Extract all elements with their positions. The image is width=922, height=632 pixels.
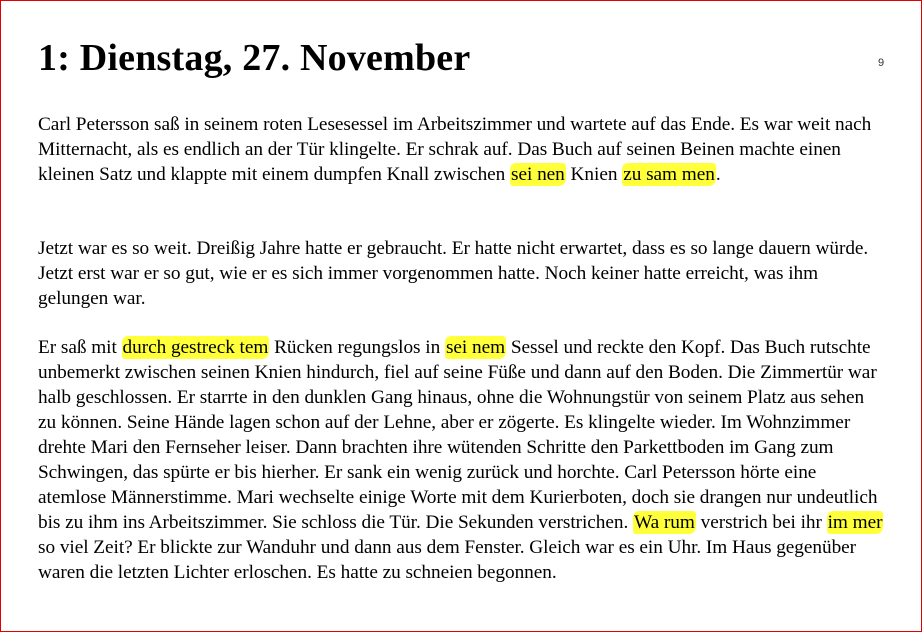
text-run: so viel Zeit? Er blickte zur Wanduhr und dann aus dem Fenster. Gleich war es ein Uhr. Im Haus gegenüber waren die letzten Lichter erloschen. Es hatte zu schneien begonnen. [38,537,857,583]
paragraph-1 [38,112,884,187]
highlighted-word: im mer [827,512,883,533]
text-run: Er saß mit [38,337,122,358]
text-run: Rücken regungslos in [269,337,445,358]
text-run: Jetzt war es so weit. Dreißig Jahre hatte er gebraucht. Er hatte nicht erwartet, dass es so lange dauern würde. Jetzt erst war er so gut, wie er es sich immer vorgenommen hatte. Noch keiner hatte erreicht, was ihm gelungen war. [38,238,869,309]
text-run: Sessel und reckte den Kopf. Das Buch rutschte unbemerkt zwischen seinen Knien hindurch, fiel auf seine Füße und dann auf den Boden. Die Zimmertür war halb geschlossen. Er starrte in den dunklen Gang hinaus, ohne die Wohnungstür von seinem Platz aus sehen zu können. Seine Hände lagen schon auf der Lehne, aber er zögerte. Es klingelte wieder. Im Wohnzimmer drehte Mari den Fernseher leiser. Dann brachten ihre wütenden Schritte den Parkettboden im Gang zum Schwingen, das spürte er bis hierher. Er sank ein wenig zurück und horchte. Carl Petersson hörte eine atemlose Männerstimme. Mari wechselte einige Worte mit dem Kurierboten, doch sie drangen nur undeutlich bis zu ihm ins Arbeitszimmer. Sie schloss die Tür. Die Sekunden verstrichen. [38,337,878,533]
text-run: verstrich bei ihr [695,512,827,533]
highlighted-word: sei nen [511,164,565,185]
paragraph-2 [38,236,884,311]
page-number: 9 [878,57,885,69]
text-run: . [715,164,721,185]
paragraph-3 [38,335,884,585]
highlighted-word: sei nem [445,337,506,358]
text-run: Knien [565,164,623,185]
chapter-title: 1: Dienstag, 27. November [38,37,471,79]
highlighted-word: durch gestreck tem [122,337,269,358]
text-run: Carl Petersson saß in seinem roten Lesesessel im Arbeitszimmer und wartete auf das Ende. Es war weit nach Mitternacht, als es endlich an der Tür klingelte. Er schrak auf. Das Buch auf seinen Beinen machte einen kleinen Satz und klappte mit einem dumpfen Knall zwischen [38,114,872,185]
highlighted-word: zu sam men [623,164,715,185]
highlighted-word: Wa rum [634,512,695,533]
